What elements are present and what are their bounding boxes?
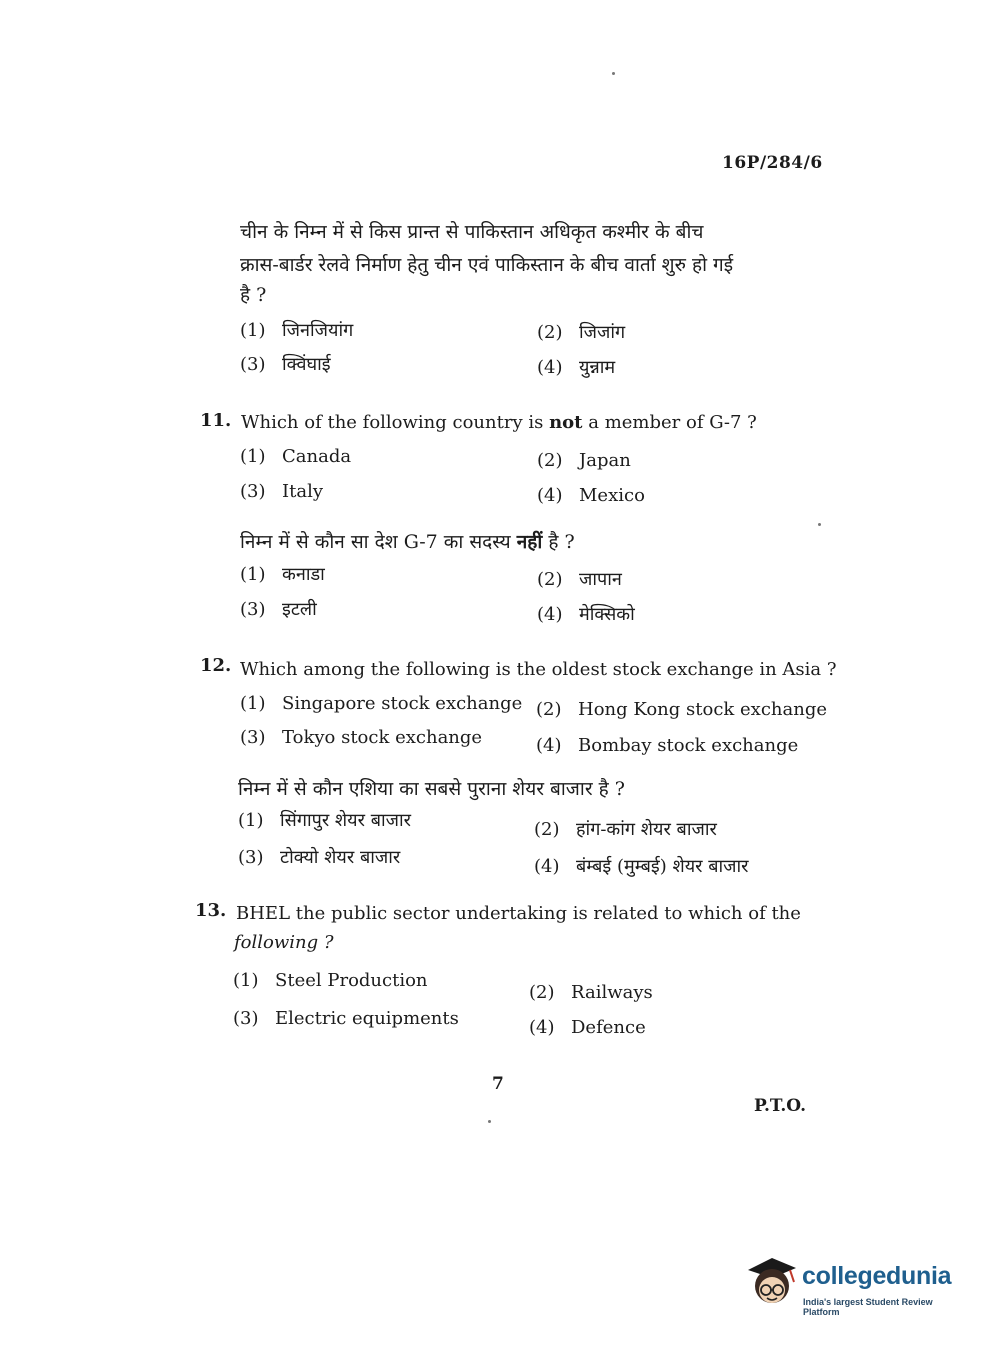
q11-hindi-option-1: (1) कनाडा: [240, 564, 325, 585]
q12-hindi-option-2: (2) हांग-कांग शेयर बाजार: [534, 819, 717, 840]
q11-hindi-text: निम्न में से कौन सा देश G-7 का सदस्य नहीं है ?: [240, 531, 575, 553]
q11-option-3: (3) Italy: [240, 481, 324, 502]
q12-option-2: (2) Hong Kong stock exchange: [536, 699, 828, 720]
q13-number: 13.: [195, 900, 227, 921]
q11-hindi-option-4: (4) मेक्सिको: [537, 604, 635, 625]
q12-hindi-option-3: (3) टोक्यो शेयर बाजार: [238, 847, 401, 868]
page-number: 7: [492, 1074, 504, 1094]
scan-speck: [612, 72, 615, 75]
q10-option-1: (1) जिनजियांग: [240, 320, 354, 341]
q12-option-4: (4) Bombay stock exchange: [536, 735, 799, 756]
q11-option-2: (2) Japan: [537, 450, 631, 471]
q11-hindi-option-2: (2) जापान: [537, 569, 622, 590]
collegedunia-watermark: [742, 1250, 968, 1320]
q10-hindi-line3: है ?: [240, 284, 267, 306]
mascot-icon: [742, 1250, 802, 1312]
q11-hindi-option-3: (3) इटली: [240, 599, 317, 620]
q12-hindi-option-1: (1) सिंगापुर शेयर बाजार: [238, 810, 412, 831]
paper-code: 16P/284/6: [722, 153, 823, 173]
brand-name: collegedunia: [802, 1262, 952, 1290]
q12-option-1: (1) Singapore stock exchange: [240, 693, 523, 714]
q10-option-3: (3) क्विंघाई: [240, 354, 331, 375]
q11-option-4: (4) Mexico: [537, 485, 645, 506]
q13-text-line1: BHEL the public sector undertaking is related to which of the: [236, 903, 801, 924]
q11-option-1: (1) Canada: [240, 446, 352, 467]
pto-label: P.T.O.: [754, 1096, 806, 1116]
q10-hindi-line2: क्रास-बार्डर रेलवे निर्माण हेतु चीन एवं पाकिस्तान के बीच वार्ता शुरु हो गई: [240, 254, 734, 276]
q12-hindi-text: निम्न में से कौन एशिया का सबसे पुराना शेयर बाजार है ?: [238, 778, 625, 800]
brand-tagline: India's largest Student Review Platform: [803, 1297, 933, 1317]
scan-speck: [818, 523, 821, 526]
scan-speck: [488, 1120, 491, 1123]
q13-text-line2: following ?: [234, 932, 334, 953]
q12-number: 12.: [200, 655, 232, 676]
q11-text: Which of the following country is not a member of G-7 ?: [241, 412, 757, 433]
q12-text: Which among the following is the oldest stock exchange in Asia ?: [240, 659, 837, 680]
q12-option-3: (3) Tokyo stock exchange: [240, 727, 483, 748]
q10-hindi-line1: चीन के निम्न में से किस प्रान्त से पाकिस्तान अधिकृत कश्मीर के बीच: [240, 221, 704, 243]
q13-option-3: (3) Electric equipments: [233, 1008, 459, 1029]
q13-option-1: (1) Steel Production: [233, 970, 428, 991]
q10-option-2: (2) जिजांग: [537, 322, 626, 343]
q13-option-2: (2) Railways: [529, 982, 653, 1003]
q11-number: 11.: [200, 410, 232, 431]
q13-option-4: (4) Defence: [529, 1017, 646, 1038]
q12-hindi-option-4: (4) बंम्बई (मुम्बई) शेयर बाजार: [534, 856, 749, 877]
q10-option-4: (4) युन्नाम: [537, 357, 616, 378]
